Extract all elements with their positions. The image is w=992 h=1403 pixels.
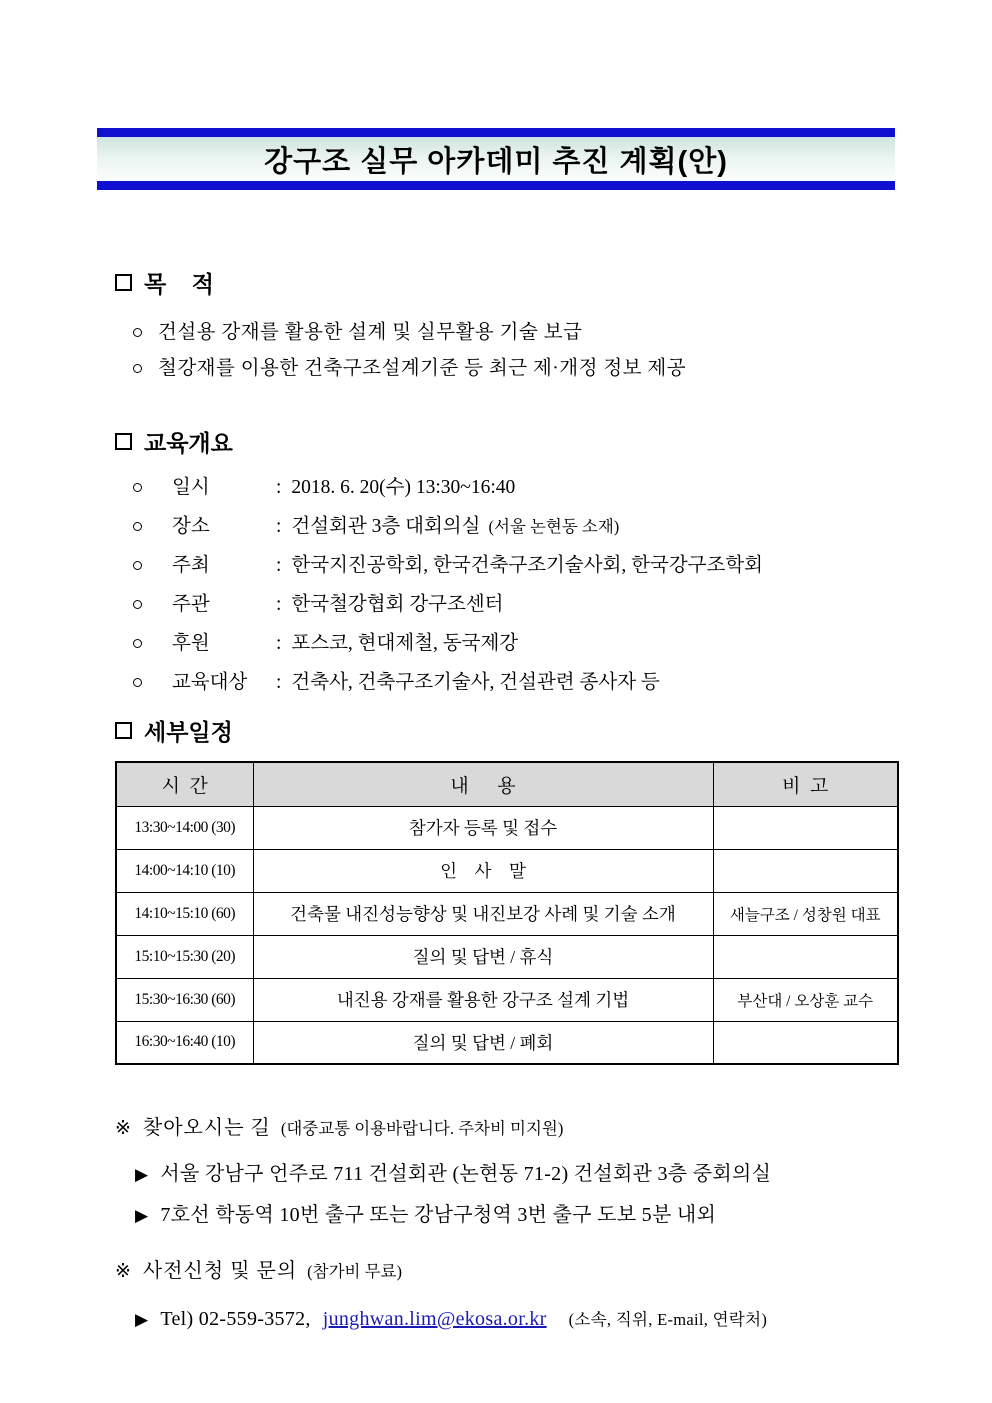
triangle-bullet-icon: ▶ [135, 1310, 149, 1330]
colon-separator: : [276, 555, 282, 576]
list-item [133, 624, 897, 663]
circle-bullet-icon [133, 561, 142, 570]
overview-item-note: (서울 논현동 소재) [488, 517, 620, 536]
cell-time: 15:10~15:30 (20) [116, 935, 253, 978]
section-purpose [97, 266, 897, 387]
banner-top-bar [97, 128, 895, 137]
list-item [133, 546, 897, 585]
contact-suffix: (소속, 직위, E-mail, 연락처) [568, 1310, 768, 1329]
cell-content: 참가자 등록 및 접수 [253, 806, 713, 849]
overview-item-value: 건축사, 건축구조기술사, 건설관련 종사자 등 [291, 672, 660, 693]
overview-item-value: 한국지진공학회, 한국건축구조기술사회, 한국강구조학회 [291, 555, 764, 576]
colon-separator: : [276, 594, 282, 615]
cell-content: 질의 및 답변 / 휴식 [253, 935, 713, 978]
list-item [133, 315, 897, 351]
overview-item-value: 2018. 6. 20(수) 13:30~16:40 [291, 477, 516, 498]
circle-bullet-icon [133, 364, 142, 373]
cell-time: 15:30~16:30 (60) [116, 978, 253, 1021]
purpose-bullet-text: 철강재를 이용한 건축구조설계기준 등 최근 제·개정 정보 제공 [158, 358, 687, 379]
square-bullet-icon [115, 433, 132, 450]
column-header-remark: 비 고 [713, 762, 898, 806]
circle-bullet-icon [133, 600, 142, 609]
directions-note: (대중교통 이용바랍니다. 주차비 미지원) [280, 1119, 564, 1138]
circle-bullet-icon [133, 639, 142, 648]
purpose-bullet-text: 건설용 강재를 활용한 설계 및 실무활용 기술 보급 [158, 322, 583, 343]
circle-bullet-icon [133, 522, 142, 531]
overview-list [133, 468, 897, 702]
section-schedule [97, 714, 897, 1065]
reference-mark-icon: ※ [115, 1261, 131, 1282]
table-row [116, 892, 898, 935]
directions-lines [135, 1154, 897, 1236]
purpose-heading [115, 266, 897, 299]
overview-item-label: 일시 [172, 477, 210, 498]
list-item [133, 468, 897, 507]
overview-item-value: 건설회관 3층 대회의실 [291, 516, 481, 537]
contact-title-row [115, 1256, 897, 1287]
list-item [135, 1299, 897, 1340]
colon-separator: : [276, 672, 282, 693]
cell-remark [713, 935, 898, 978]
section-directions [115, 1113, 897, 1236]
table-row [116, 935, 898, 978]
schedule-heading-label: 세부일정 [144, 719, 233, 745]
list-item [133, 663, 897, 702]
column-header-content: 내 용 [253, 762, 713, 806]
directions-line-text: 서울 강남구 언주로 711 건설회관 (논현동 71-2) 건설회관 3층 중회의실 [160, 1163, 772, 1185]
overview-heading-label: 교육개요 [144, 430, 233, 456]
square-bullet-icon [115, 722, 132, 739]
overview-item-label: 장소 [172, 516, 210, 537]
circle-bullet-icon [133, 678, 142, 687]
page-title: 강구조 실무 아카데미 추진 계획(안) [264, 145, 728, 178]
overview-item-label: 주관 [172, 594, 210, 615]
section-contact [115, 1256, 897, 1340]
cell-time: 14:10~15:10 (60) [116, 892, 253, 935]
list-item [133, 507, 897, 546]
section-overview [97, 425, 897, 702]
contact-note: (참가비 무료) [307, 1262, 402, 1281]
title-banner [97, 128, 895, 190]
table-header-row [116, 762, 898, 806]
cell-time: 13:30~14:00 (30) [116, 806, 253, 849]
directions-line-text: 7호선 학동역 10번 출구 또는 강남구청역 3번 출구 도보 5분 내외 [160, 1204, 717, 1226]
schedule-table [115, 761, 899, 1065]
contact-title: 사전신청 및 문의 [142, 1260, 298, 1282]
triangle-bullet-icon: ▶ [135, 1165, 149, 1185]
cell-content: 내진용 강재를 활용한 강구조 설계 기법 [253, 978, 713, 1021]
square-bullet-icon [115, 274, 132, 291]
cell-remark: 부산대 / 오상훈 교수 [713, 978, 898, 1021]
overview-item-value: 한국철강협회 강구조센터 [291, 594, 504, 615]
cell-content: 인 사 말 [253, 849, 713, 892]
list-item [135, 1195, 897, 1236]
contact-tel: Tel) 02-559-3572, [160, 1308, 311, 1330]
cell-time: 14:00~14:10 (10) [116, 849, 253, 892]
cell-content: 질의 및 답변 / 폐회 [253, 1021, 713, 1064]
banner-bottom-bar [97, 181, 895, 190]
circle-bullet-icon [133, 483, 142, 492]
cell-time: 16:30~16:40 (10) [116, 1021, 253, 1064]
list-item [133, 351, 897, 387]
purpose-list [133, 315, 897, 387]
cell-remark [713, 806, 898, 849]
cell-remark [713, 849, 898, 892]
directions-title: 찾아오시는 길 [142, 1117, 271, 1139]
contact-lines [135, 1299, 897, 1340]
table-row [116, 1021, 898, 1064]
column-header-time: 시 간 [116, 762, 253, 806]
colon-separator: : [276, 477, 282, 498]
overview-item-label: 후원 [172, 633, 210, 654]
cell-content: 건축물 내진성능향상 및 내진보강 사례 및 기술 소개 [253, 892, 713, 935]
cell-remark [713, 1021, 898, 1064]
circle-bullet-icon [133, 328, 142, 337]
banner-body [97, 137, 895, 181]
list-item [133, 585, 897, 624]
colon-separator: : [276, 633, 282, 654]
cell-remark: 새늘구조 / 성창원 대표 [713, 892, 898, 935]
table-row [116, 978, 898, 1021]
table-row [116, 806, 898, 849]
directions-title-row [115, 1113, 897, 1144]
overview-heading [115, 425, 897, 458]
list-item [135, 1154, 897, 1195]
schedule-heading [115, 714, 897, 747]
reference-mark-icon: ※ [115, 1118, 131, 1139]
triangle-bullet-icon: ▶ [135, 1206, 149, 1226]
overview-item-label: 교육대상 [172, 672, 248, 693]
colon-separator: : [276, 516, 282, 537]
overview-item-label: 주최 [172, 555, 210, 576]
contact-email-link[interactable]: junghwan.lim@ekosa.or.kr [322, 1308, 547, 1330]
overview-item-value: 포스코, 현대제철, 동국제강 [291, 633, 519, 654]
table-row [116, 849, 898, 892]
purpose-heading-label: 목 적 [144, 271, 214, 297]
